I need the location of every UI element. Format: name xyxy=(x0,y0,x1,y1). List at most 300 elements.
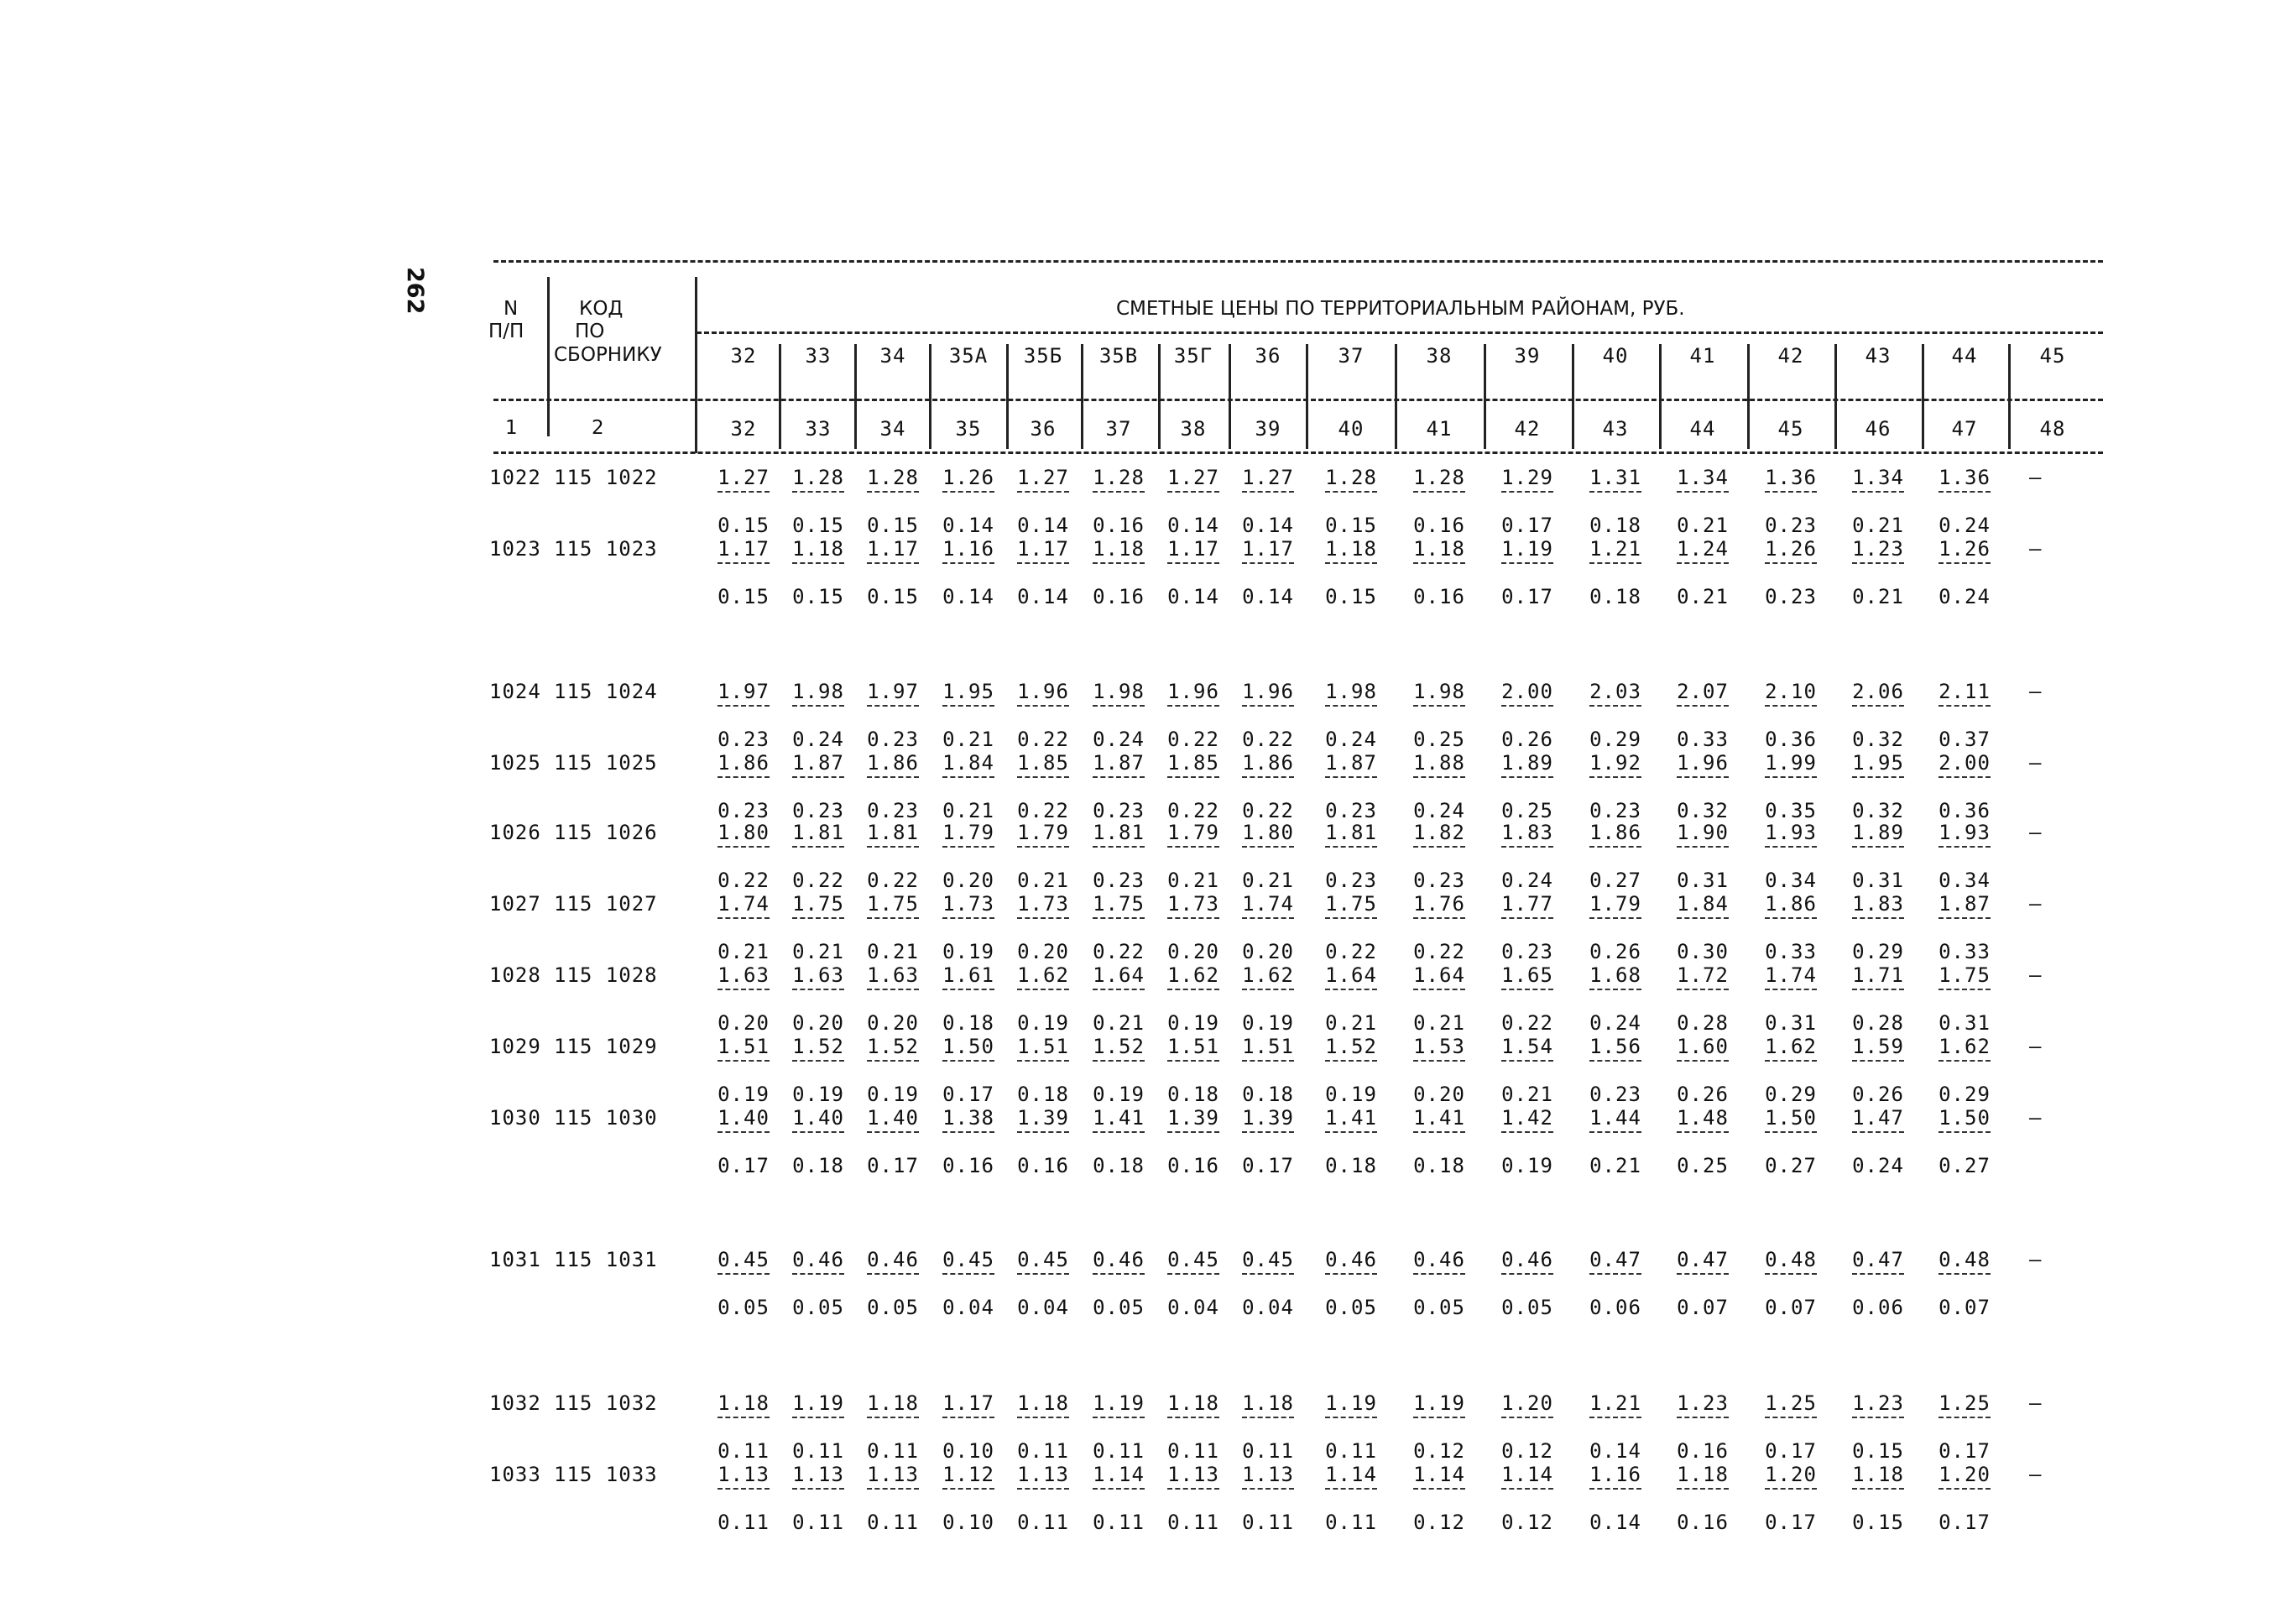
price-total: 1.13 xyxy=(1242,1463,1294,1486)
price-total: 1.16 xyxy=(942,537,994,561)
price-wage: 0.04 xyxy=(1017,1296,1069,1319)
price-total: 0.47 xyxy=(1677,1248,1729,1271)
price-wage: 0.11 xyxy=(1242,1511,1294,1534)
fraction-dash xyxy=(942,776,994,778)
price-wage: 0.23 xyxy=(1325,869,1377,892)
region-code: 41 xyxy=(1689,344,1716,368)
col-number: 35 xyxy=(955,417,982,441)
price-wage: 0.18 xyxy=(942,1011,994,1035)
fraction-dash xyxy=(1589,491,1641,493)
price-wage: 0.11 xyxy=(1017,1439,1069,1463)
price-total: 1.52 xyxy=(1093,1035,1145,1058)
price-total: 1.75 xyxy=(792,892,844,916)
price-wage: 0.21 xyxy=(718,940,770,963)
price-total: 1.79 xyxy=(1017,821,1069,844)
price-total: 1.64 xyxy=(1093,963,1145,987)
table-rule xyxy=(493,451,2103,454)
row-code: 115 1026 xyxy=(554,821,658,844)
header-n: N xyxy=(504,298,519,320)
price-total: 1.96 xyxy=(1017,680,1069,703)
column-divider xyxy=(1306,344,1308,449)
price-total: 1.68 xyxy=(1589,963,1641,987)
price-total: 1.18 xyxy=(792,537,844,561)
price-wage: 0.04 xyxy=(942,1296,994,1319)
price-wage: 0.04 xyxy=(1242,1296,1294,1319)
price-wage: 0.21 xyxy=(1852,514,1904,537)
price-wage: 0.22 xyxy=(1413,940,1465,963)
price-wage: 0.05 xyxy=(867,1296,919,1319)
fraction-dash xyxy=(718,989,770,990)
price-wage: 0.15 xyxy=(867,585,919,608)
price-wage: 0.14 xyxy=(1589,1511,1641,1534)
price-wage: 0.04 xyxy=(1167,1296,1219,1319)
fraction-dash xyxy=(792,917,844,919)
price-total: 0.46 xyxy=(867,1248,919,1271)
price-total: 1.51 xyxy=(1167,1035,1219,1058)
col-number: 34 xyxy=(879,417,906,441)
price-total: 1.17 xyxy=(718,537,770,561)
price-total: 1.83 xyxy=(1852,892,1904,916)
price-total: 1.56 xyxy=(1589,1035,1641,1058)
fraction-dash xyxy=(1017,989,1069,990)
row-code: 115 1022 xyxy=(554,466,658,489)
price-wage: 0.29 xyxy=(1939,1083,1991,1106)
price-total: 1.40 xyxy=(867,1106,919,1130)
price-wage: 0.19 xyxy=(792,1083,844,1106)
price-wage: 0.15 xyxy=(792,514,844,537)
price-wage: 0.15 xyxy=(792,585,844,608)
price-total: 1.13 xyxy=(1017,1463,1069,1486)
price-wage: 0.16 xyxy=(942,1154,994,1177)
price-wage: 0.14 xyxy=(1167,585,1219,608)
empty-value: – xyxy=(2029,1391,2042,1415)
price-wage: 0.23 xyxy=(718,799,770,822)
price-wage: 0.07 xyxy=(1765,1296,1817,1319)
price-wage: 0.11 xyxy=(718,1511,770,1534)
price-wage: 0.12 xyxy=(1501,1439,1553,1463)
price-total: 1.23 xyxy=(1677,1391,1729,1415)
col-number: 43 xyxy=(1602,417,1629,441)
price-wage: 0.17 xyxy=(1939,1511,1991,1534)
price-total: 1.18 xyxy=(1677,1463,1729,1486)
fraction-dash xyxy=(718,1060,770,1062)
fraction-dash xyxy=(867,1131,919,1133)
fraction-dash xyxy=(1677,1417,1729,1418)
price-wage: 0.17 xyxy=(1501,514,1553,537)
price-total: 1.17 xyxy=(1242,537,1294,561)
fraction-dash xyxy=(718,846,770,848)
price-total: 0.48 xyxy=(1939,1248,1991,1271)
region-code: 38 xyxy=(1426,344,1453,368)
empty-value: – xyxy=(2029,537,2042,561)
price-wage: 0.18 xyxy=(1017,1083,1069,1106)
price-wage: 0.15 xyxy=(1325,585,1377,608)
price-wage: 0.17 xyxy=(1939,1439,1991,1463)
price-wage: 0.11 xyxy=(1325,1439,1377,1463)
row-number: 1027 xyxy=(489,892,541,916)
price-total: 1.18 xyxy=(1413,537,1465,561)
page-number: 262 xyxy=(402,267,428,315)
price-wage: 0.14 xyxy=(1589,1439,1641,1463)
price-wage: 0.18 xyxy=(1589,585,1641,608)
price-wage: 0.34 xyxy=(1765,869,1817,892)
price-wage: 0.19 xyxy=(1167,1011,1219,1035)
price-wage: 0.28 xyxy=(1677,1011,1729,1035)
col-number: 2 xyxy=(592,417,604,439)
price-total: 1.96 xyxy=(1677,751,1729,775)
fraction-dash xyxy=(1501,1417,1553,1418)
price-wage: 0.22 xyxy=(1242,728,1294,751)
price-total: 1.98 xyxy=(1093,680,1145,703)
price-total: 1.62 xyxy=(1765,1035,1817,1058)
fraction-dash xyxy=(1765,776,1817,778)
fraction-dash xyxy=(1242,1060,1294,1062)
price-total: 1.50 xyxy=(1939,1106,1991,1130)
fraction-dash xyxy=(942,846,994,848)
col-number: 48 xyxy=(2039,417,2066,441)
region-code: 33 xyxy=(805,344,832,368)
price-total: 1.63 xyxy=(718,963,770,987)
price-total: 1.23 xyxy=(1852,537,1904,561)
price-wage: 0.16 xyxy=(1413,514,1465,537)
price-wage: 0.37 xyxy=(1939,728,1991,751)
price-wage: 0.24 xyxy=(1093,728,1145,751)
price-wage: 0.25 xyxy=(1413,728,1465,751)
region-code: 35Б xyxy=(1023,344,1063,368)
price-wage: 0.30 xyxy=(1677,940,1729,963)
price-total: 1.18 xyxy=(867,1391,919,1415)
price-total: 1.86 xyxy=(1765,892,1817,916)
fraction-dash xyxy=(942,1488,994,1490)
price-wage: 0.21 xyxy=(1677,514,1729,537)
fraction-dash xyxy=(867,562,919,564)
price-total: 1.13 xyxy=(718,1463,770,1486)
fraction-dash xyxy=(1852,705,1904,707)
fraction-dash xyxy=(1093,776,1145,778)
price-total: 1.41 xyxy=(1325,1106,1377,1130)
column-divider xyxy=(1922,344,1924,449)
price-wage: 0.10 xyxy=(942,1511,994,1534)
price-wage: 0.32 xyxy=(1852,728,1904,751)
row-code: 115 1027 xyxy=(554,892,658,916)
table-rule xyxy=(493,260,2103,263)
price-total: 1.28 xyxy=(867,466,919,489)
price-wage: 0.20 xyxy=(1017,940,1069,963)
fraction-dash xyxy=(1939,1273,1991,1275)
price-wage: 0.24 xyxy=(1413,799,1465,822)
region-code: 45 xyxy=(2039,344,2066,368)
price-wage: 0.20 xyxy=(1242,940,1294,963)
price-wage: 0.06 xyxy=(1589,1296,1641,1319)
fraction-dash xyxy=(718,1131,770,1133)
price-wage: 0.21 xyxy=(1167,869,1219,892)
price-total: 1.89 xyxy=(1501,751,1553,775)
fraction-dash xyxy=(1765,705,1817,707)
fraction-dash xyxy=(942,1060,994,1062)
price-wage: 0.21 xyxy=(1501,1083,1553,1106)
fraction-dash xyxy=(1852,1131,1904,1133)
fraction-dash xyxy=(1589,1273,1641,1275)
price-total: 0.48 xyxy=(1765,1248,1817,1271)
price-total: 1.62 xyxy=(1017,963,1069,987)
price-total: 1.17 xyxy=(867,537,919,561)
fraction-dash xyxy=(1413,776,1465,778)
col-number: 1 xyxy=(505,417,518,439)
fraction-dash xyxy=(1501,562,1553,564)
fraction-dash xyxy=(942,562,994,564)
price-total: 1.21 xyxy=(1589,537,1641,561)
fraction-dash xyxy=(1589,1488,1641,1490)
empty-value: – xyxy=(2029,751,2042,775)
col-number: 41 xyxy=(1426,417,1453,441)
fraction-dash xyxy=(792,562,844,564)
price-total: 2.00 xyxy=(1939,751,1991,775)
price-total: 0.45 xyxy=(942,1248,994,1271)
fraction-dash xyxy=(792,1131,844,1133)
price-total: 1.17 xyxy=(1017,537,1069,561)
price-total: 1.54 xyxy=(1501,1035,1553,1058)
price-wage: 0.25 xyxy=(1501,799,1553,822)
price-total: 1.27 xyxy=(1167,466,1219,489)
region-code: 37 xyxy=(1338,344,1365,368)
header-kod: КОД xyxy=(579,298,624,320)
fraction-dash xyxy=(1325,491,1377,493)
header-sborniku: СБОРНИКУ xyxy=(554,344,662,366)
row-number: 1023 xyxy=(489,537,541,561)
price-wage: 0.29 xyxy=(1765,1083,1817,1106)
fraction-dash xyxy=(1167,1273,1219,1275)
price-total: 1.25 xyxy=(1939,1391,1991,1415)
price-total: 1.51 xyxy=(1242,1035,1294,1058)
fraction-dash xyxy=(1325,1131,1377,1133)
price-total: 1.75 xyxy=(1093,892,1145,916)
price-total: 0.46 xyxy=(1413,1248,1465,1271)
fraction-dash xyxy=(792,846,844,848)
fraction-dash xyxy=(1589,846,1641,848)
price-wage: 0.23 xyxy=(1413,869,1465,892)
price-wage: 0.31 xyxy=(1677,869,1729,892)
price-total: 1.50 xyxy=(942,1035,994,1058)
fraction-dash xyxy=(942,1273,994,1275)
price-total: 1.86 xyxy=(1589,821,1641,844)
fraction-dash xyxy=(867,917,919,919)
fraction-dash xyxy=(1677,846,1729,848)
price-wage: 0.22 xyxy=(1501,1011,1553,1035)
fraction-dash xyxy=(1501,1488,1553,1490)
price-wage: 0.18 xyxy=(1413,1154,1465,1177)
fraction-dash xyxy=(1242,562,1294,564)
price-wage: 0.21 xyxy=(1677,585,1729,608)
fraction-dash xyxy=(1017,776,1069,778)
price-total: 1.72 xyxy=(1677,963,1729,987)
column-divider xyxy=(1747,344,1750,449)
price-total: 1.98 xyxy=(1325,680,1377,703)
price-total: 1.97 xyxy=(867,680,919,703)
price-wage: 0.12 xyxy=(1413,1439,1465,1463)
price-wage: 0.11 xyxy=(1093,1511,1145,1534)
price-total: 1.90 xyxy=(1677,821,1729,844)
price-wage: 0.26 xyxy=(1589,940,1641,963)
fraction-dash xyxy=(792,1273,844,1275)
price-total: 0.45 xyxy=(1167,1248,1219,1271)
fraction-dash xyxy=(1939,1131,1991,1133)
price-wage: 0.11 xyxy=(1017,1511,1069,1534)
price-wage: 0.11 xyxy=(792,1511,844,1534)
price-total: 1.28 xyxy=(1093,466,1145,489)
fraction-dash xyxy=(942,917,994,919)
fraction-dash xyxy=(1677,1488,1729,1490)
fraction-dash xyxy=(1852,562,1904,564)
price-total: 1.96 xyxy=(1167,680,1219,703)
header-pp: П/П xyxy=(488,321,524,342)
fraction-dash xyxy=(1939,846,1991,848)
price-total: 2.03 xyxy=(1589,680,1641,703)
price-total: 1.86 xyxy=(1242,751,1294,775)
fraction-dash xyxy=(1167,846,1219,848)
fraction-dash xyxy=(1939,776,1991,778)
fraction-dash xyxy=(867,1060,919,1062)
empty-value: – xyxy=(2029,1248,2042,1271)
price-total: 1.84 xyxy=(1677,892,1729,916)
fraction-dash xyxy=(1242,491,1294,493)
price-total: 1.63 xyxy=(792,963,844,987)
price-total: 1.98 xyxy=(1413,680,1465,703)
fraction-dash xyxy=(1242,917,1294,919)
fraction-dash xyxy=(942,1131,994,1133)
row-number: 1022 xyxy=(489,466,541,489)
price-total: 2.00 xyxy=(1501,680,1553,703)
price-wage: 0.24 xyxy=(1852,1154,1904,1177)
price-wage: 0.19 xyxy=(718,1083,770,1106)
fraction-dash xyxy=(792,705,844,707)
region-code: 44 xyxy=(1951,344,1978,368)
price-total: 1.81 xyxy=(1093,821,1145,844)
price-wage: 0.33 xyxy=(1939,940,1991,963)
price-total: 1.96 xyxy=(1242,680,1294,703)
fraction-dash xyxy=(1677,491,1729,493)
col-number: 38 xyxy=(1180,417,1207,441)
fraction-dash xyxy=(1677,1273,1729,1275)
price-wage: 0.05 xyxy=(1325,1296,1377,1319)
fraction-dash xyxy=(942,491,994,493)
fraction-dash xyxy=(1017,491,1069,493)
price-total: 1.36 xyxy=(1765,466,1817,489)
price-wage: 0.11 xyxy=(718,1439,770,1463)
col-number: 32 xyxy=(730,417,757,441)
price-total: 1.40 xyxy=(792,1106,844,1130)
fraction-dash xyxy=(1167,1488,1219,1490)
price-wage: 0.14 xyxy=(1167,514,1219,537)
fraction-dash xyxy=(1413,491,1465,493)
price-wage: 0.07 xyxy=(1677,1296,1729,1319)
price-total: 1.60 xyxy=(1677,1035,1729,1058)
price-total: 1.87 xyxy=(1093,751,1145,775)
price-wage: 0.21 xyxy=(1017,869,1069,892)
price-total: 1.20 xyxy=(1765,1463,1817,1486)
region-code: 36 xyxy=(1255,344,1281,368)
price-wage: 0.21 xyxy=(1852,585,1904,608)
price-wage: 0.14 xyxy=(1242,585,1294,608)
column-divider xyxy=(1659,344,1662,449)
price-total: 0.47 xyxy=(1852,1248,1904,1271)
price-wage: 0.23 xyxy=(1765,514,1817,537)
price-wage: 0.20 xyxy=(1167,940,1219,963)
fraction-dash xyxy=(1093,917,1145,919)
fraction-dash xyxy=(1242,846,1294,848)
fraction-dash xyxy=(1413,1417,1465,1418)
fraction-dash xyxy=(1765,1131,1817,1133)
price-total: 2.11 xyxy=(1939,680,1991,703)
price-total: 1.27 xyxy=(1242,466,1294,489)
fraction-dash xyxy=(718,562,770,564)
col-number: 37 xyxy=(1105,417,1132,441)
fraction-dash xyxy=(1413,846,1465,848)
price-wage: 0.16 xyxy=(1167,1154,1219,1177)
row-number: 1031 xyxy=(489,1248,541,1271)
price-total: 1.39 xyxy=(1167,1106,1219,1130)
price-wage: 0.17 xyxy=(1765,1511,1817,1534)
fraction-dash xyxy=(1017,1417,1069,1418)
price-wage: 0.34 xyxy=(1939,869,1991,892)
price-wage: 0.21 xyxy=(1093,1011,1145,1035)
fraction-dash xyxy=(1589,705,1641,707)
fraction-dash xyxy=(1852,1417,1904,1418)
price-wage: 0.18 xyxy=(1167,1083,1219,1106)
price-wage: 0.36 xyxy=(1939,799,1991,822)
price-wage: 0.28 xyxy=(1852,1011,1904,1035)
price-wage: 0.23 xyxy=(792,799,844,822)
row-code: 115 1031 xyxy=(554,1248,658,1271)
fraction-dash xyxy=(1413,705,1465,707)
col-number: 33 xyxy=(805,417,832,441)
column-divider xyxy=(1484,344,1486,449)
price-wage: 0.16 xyxy=(1093,585,1145,608)
price-wage: 0.11 xyxy=(1242,1439,1294,1463)
row-code: 115 1025 xyxy=(554,751,658,775)
column-divider xyxy=(547,277,550,436)
row-code: 115 1023 xyxy=(554,537,658,561)
row-code: 115 1028 xyxy=(554,963,658,987)
column-divider xyxy=(695,277,697,453)
fraction-dash xyxy=(1852,776,1904,778)
price-total: 1.95 xyxy=(1852,751,1904,775)
fraction-dash xyxy=(942,705,994,707)
price-wage: 0.05 xyxy=(792,1296,844,1319)
fraction-dash xyxy=(718,917,770,919)
price-wage: 0.07 xyxy=(1939,1296,1991,1319)
price-wage: 0.24 xyxy=(1939,585,1991,608)
price-wage: 0.22 xyxy=(1017,728,1069,751)
price-total: 1.87 xyxy=(792,751,844,775)
price-total: 0.47 xyxy=(1589,1248,1641,1271)
fraction-dash xyxy=(1093,1131,1145,1133)
col-number: 39 xyxy=(1255,417,1281,441)
price-wage: 0.21 xyxy=(1325,1011,1377,1035)
price-total: 1.97 xyxy=(718,680,770,703)
fraction-dash xyxy=(1501,917,1553,919)
fraction-dash xyxy=(1242,776,1294,778)
price-total: 1.92 xyxy=(1589,751,1641,775)
price-wage: 0.11 xyxy=(1325,1511,1377,1534)
price-total: 1.75 xyxy=(867,892,919,916)
price-total: 1.26 xyxy=(1939,537,1991,561)
fraction-dash xyxy=(1939,562,1991,564)
price-total: 1.84 xyxy=(942,751,994,775)
price-total: 1.41 xyxy=(1093,1106,1145,1130)
price-total: 1.29 xyxy=(1501,466,1553,489)
fraction-dash xyxy=(1939,1417,1991,1418)
fraction-dash xyxy=(867,776,919,778)
